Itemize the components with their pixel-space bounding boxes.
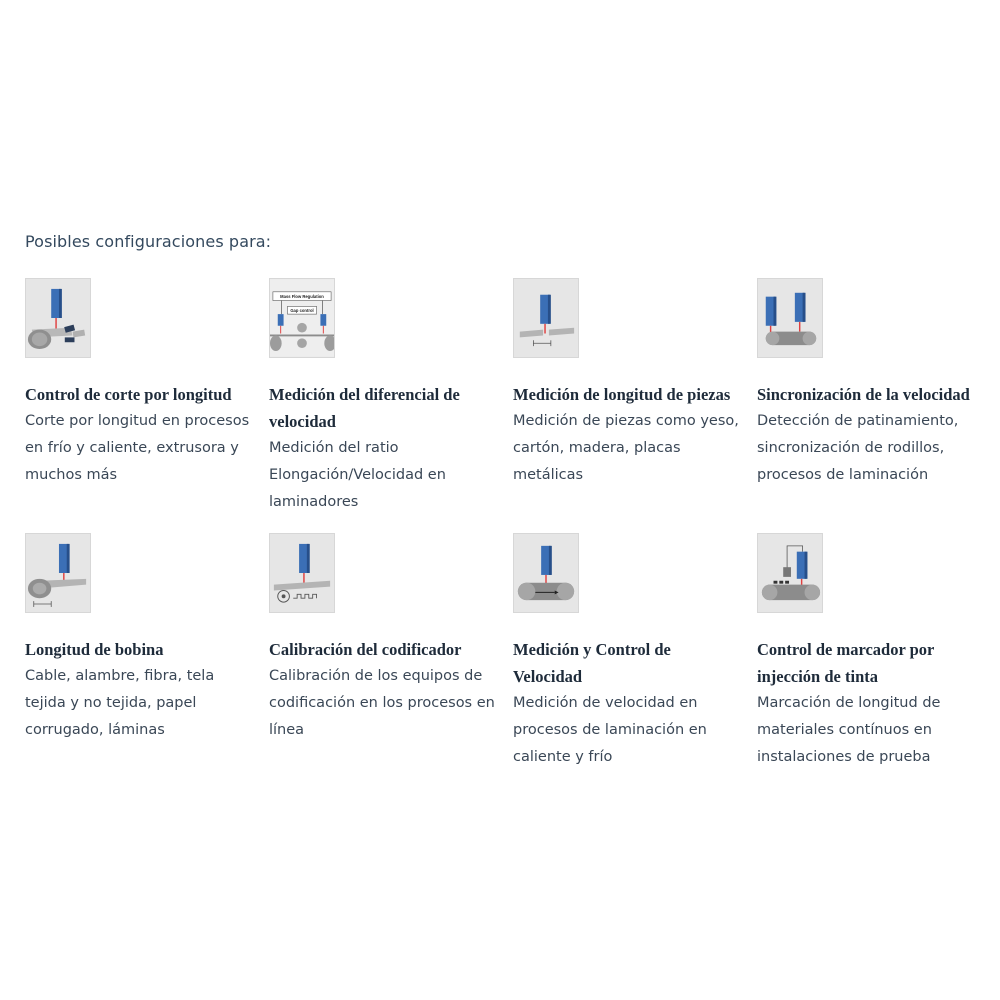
item-title: Control de corte por longitud [25, 385, 232, 404]
config-item-speed-sync [757, 278, 985, 489]
item-title: Longitud de bobina [25, 640, 164, 659]
cut-to-length-icon [25, 278, 91, 358]
configurations-grid [25, 278, 985, 783]
piece-length-icon [513, 278, 579, 358]
config-item-speed-control [513, 533, 741, 771]
item-title: Calibración del codificador [269, 640, 462, 659]
intro-text: Posibles configuraciones para: [25, 232, 272, 251]
item-title: Medición y Control de Velocidad [513, 640, 671, 686]
item-description: Medición del ratio Elongación/Velocidad en laminadores [269, 440, 446, 510]
item-description: Calibración de los equipos de codificación en los procesos en línea [269, 668, 495, 738]
speed-control-icon [513, 533, 579, 613]
item-description: Medición de piezas como yeso, cartón, madera, placas metálicas [513, 413, 739, 483]
config-item-cut-to-length [25, 278, 253, 489]
config-item-inkjet-marker [757, 533, 985, 771]
config-item-encoder-calibration [269, 533, 497, 744]
diagram-label-gap-control: Gap control [290, 308, 314, 314]
configurations-row-1 [25, 278, 985, 533]
diagram-label-mass-flow: Mass Flow Regulation [280, 294, 324, 300]
item-description: Medición de velocidad en procesos de laminación en caliente y frío [513, 695, 707, 765]
item-title: Sincronización de la velocidad [757, 385, 970, 404]
config-item-coil-length [25, 533, 253, 744]
speed-sync-icon [757, 278, 823, 358]
item-description: Marcación de longitud de materiales contínuos en instalaciones de prueba [757, 695, 941, 765]
encoder-calibration-icon [269, 533, 335, 613]
differential-speed-icon [269, 278, 335, 358]
item-title: Control de marcador por injección de tinta [757, 640, 935, 686]
item-description: Corte por longitud en procesos en frío y caliente, extrusora y muchos más [25, 413, 250, 483]
inkjet-marker-icon [757, 533, 823, 613]
configurations-row-2 [25, 533, 985, 783]
config-item-differential-speed [269, 278, 497, 516]
coil-length-icon [25, 533, 91, 613]
item-description: Cable, alambre, fibra, tela tejida y no tejida, papel corrugado, láminas [25, 668, 215, 738]
config-item-piece-length [513, 278, 741, 489]
item-title: Medición de longitud de piezas [513, 385, 731, 404]
item-description: Detección de patinamiento, sincronización de rodillos, procesos de laminación [757, 413, 959, 483]
item-title: Medición del diferencial de velocidad [269, 385, 460, 431]
